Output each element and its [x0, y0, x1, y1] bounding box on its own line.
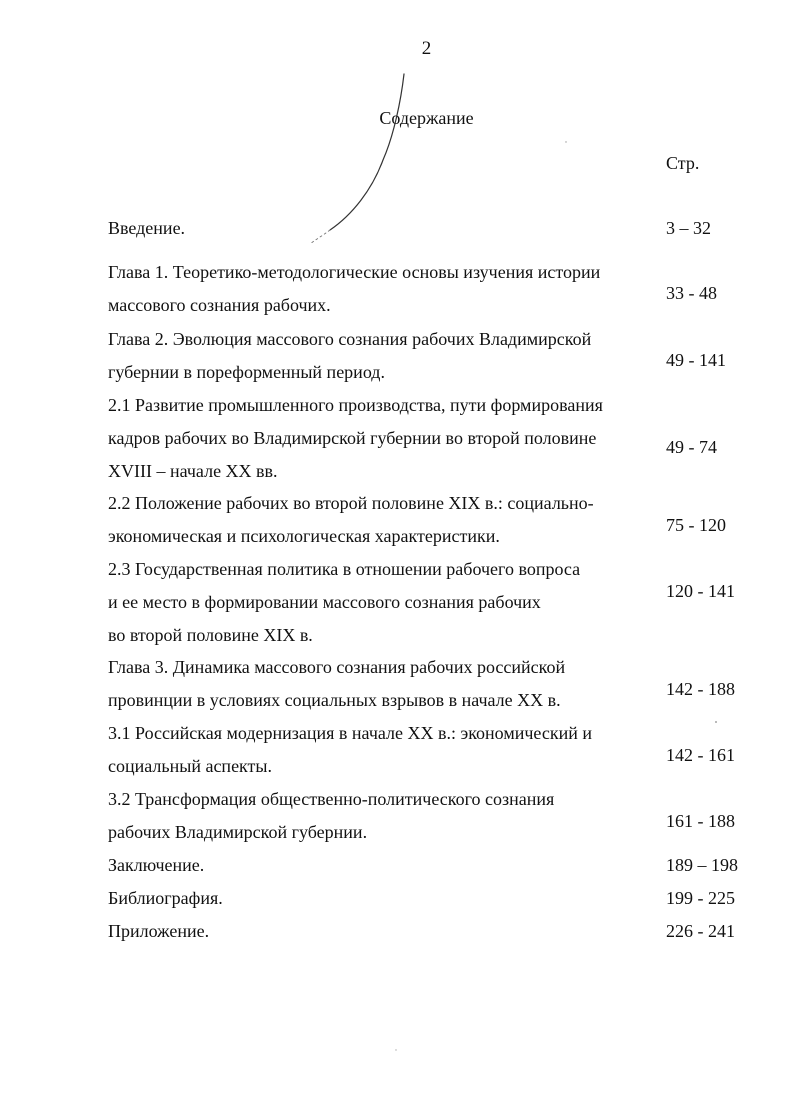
toc-line: Библиография. — [108, 888, 223, 908]
toc-line: 3.1 Российская модернизация в начале XX в.: экономический и — [108, 723, 592, 743]
toc-line: Заключение. — [108, 855, 205, 875]
toc-page-range: 75 - 120 — [666, 515, 726, 535]
page-number: 2 — [421, 38, 432, 59]
pen-stroke-line — [330, 74, 404, 230]
pages-column-header: Стр. — [666, 153, 700, 173]
toc-line: рабочих Владимирской губернии. — [108, 822, 368, 842]
toc-line: социальный аспекты. — [108, 756, 273, 776]
toc-line: 2.1 Развитие промышленного производства, пути формирования — [108, 395, 603, 415]
scan-speck — [715, 721, 717, 723]
toc-line: 2.2 Положение рабочих во второй половине XIX в.: социально- — [108, 493, 594, 513]
toc-page-range: 33 - 48 — [666, 283, 717, 303]
scan-speck — [395, 1049, 396, 1050]
toc-page-range: 3 – 32 — [666, 218, 711, 238]
toc-line: во второй половине XIX в. — [108, 625, 313, 645]
toc-page-range: 49 - 74 — [666, 437, 717, 457]
toc-page-range: 226 - 241 — [666, 921, 735, 941]
toc-page-range: 199 - 225 — [666, 888, 735, 908]
toc-page-range: 189 – 198 — [666, 855, 738, 875]
toc-page-range: 120 - 141 — [666, 581, 735, 601]
toc-line: XVIII – начале XX вв. — [108, 461, 278, 481]
toc-page-range: 161 - 188 — [666, 811, 735, 831]
scan-speck — [565, 141, 566, 142]
toc-page-range: 49 - 141 — [666, 350, 726, 370]
toc-line: 2.3 Государственная политика в отношении рабочего вопроса — [108, 559, 581, 579]
toc-page-range: 142 - 188 — [666, 679, 735, 699]
toc-line: Приложение. — [108, 921, 210, 941]
toc-line: Глава 3. Динамика массового сознания рабочих российской — [108, 657, 566, 677]
toc-line: кадров рабочих во Владимирской губернии во второй половине — [108, 428, 597, 448]
toc-line: Глава 1. Теоретико-методологические основы изучения истории — [108, 262, 601, 282]
toc-line: Введение. — [108, 218, 186, 238]
toc-page-range: 142 - 161 — [666, 745, 735, 765]
pen-stroke-tail — [310, 230, 330, 244]
toc-line: и ее место в формировании массового сознания рабочих — [108, 592, 541, 612]
toc-line: провинции в условиях социальных взрывов в начале XX в. — [108, 690, 561, 710]
toc-line: экономическая и психологическая характеристики. — [108, 526, 500, 546]
toc-line: 3.2 Трансформация общественно-политического сознания — [108, 789, 555, 809]
page-title: Содержание — [379, 108, 474, 128]
toc-line: Глава 2. Эволюция массового сознания рабочих Владимирской — [108, 329, 592, 349]
toc-line: массового сознания рабочих. — [108, 295, 331, 315]
toc-line: губернии в пореформенный период. — [108, 362, 385, 382]
